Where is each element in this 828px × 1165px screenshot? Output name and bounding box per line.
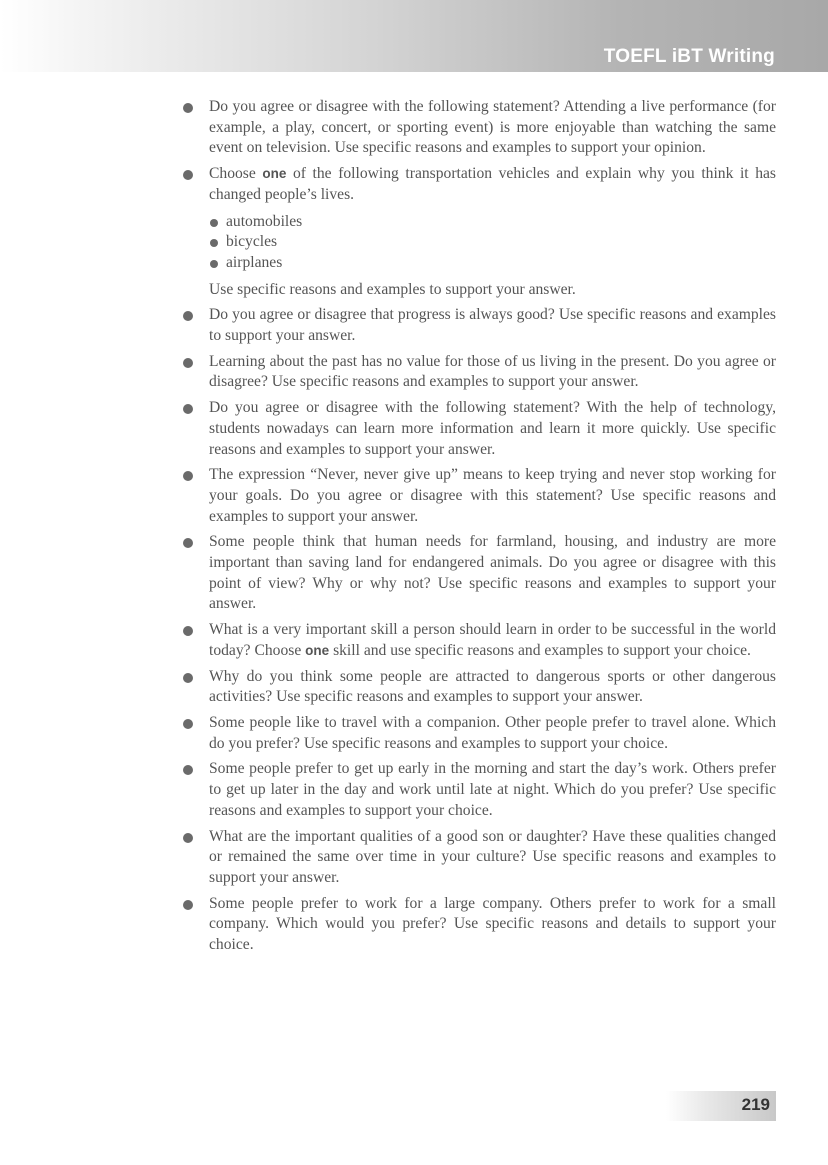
- emphasis-keyword: one: [305, 642, 330, 658]
- bullet-icon: [183, 358, 193, 368]
- prompt-text: Learning about the past has no value for those of us living in the present. Do you agree or disagree? Use specific reasons and examples to support your answer.: [209, 352, 776, 391]
- bullet-icon: [183, 833, 193, 843]
- sublist-item: [209, 232, 776, 253]
- bullet-icon: [183, 900, 193, 910]
- prompt-text: Some people prefer to get up early in the morning and start the day’s work. Others prefer to get up later in the day and work until late at night. Which do you prefer? Use specific reasons and examples to support your choice.: [209, 760, 776, 819]
- prompt-text: [209, 620, 776, 661]
- list-item: [180, 305, 776, 346]
- prompt-text: Some people like to travel with a companion. Other people prefer to travel alone. Which do you prefer? Use specific reasons and examples to support your choice.: [209, 713, 776, 752]
- list-item: [180, 667, 776, 708]
- prompt-text: Do you agree or disagree that progress is always good? Use specific reasons and examples to support your answer.: [209, 306, 776, 345]
- vehicle-sublist: [209, 212, 776, 274]
- header-title: TOEFL iBT Writing: [603, 46, 775, 67]
- bullet-icon: [210, 260, 218, 268]
- bullet-icon: [183, 719, 193, 729]
- sublist-item: [209, 212, 776, 233]
- list-item: [180, 827, 776, 889]
- prompt-text: Some people prefer to work for a large company. Others prefer to work for a small company. Which would you prefer? Use specific reasons and details to support your choice.: [209, 894, 776, 954]
- bullet-icon: [183, 538, 193, 548]
- prompt-list: [180, 97, 776, 961]
- followup-text: Use specific reasons and examples to support your answer.: [209, 280, 576, 298]
- prompt-text-before: What is a very important skill a person should learn in order to be successful in the world today? Choose: [209, 621, 776, 659]
- prompt-text: Some people think that human needs for farmland, housing, and industry are more important than saving land for endangered animals. Do you agree or disagree with this point of view? Why or why not? Use specific reasons and examples to support your answer.: [209, 533, 776, 613]
- prompt-text-before: Choose: [209, 165, 263, 183]
- prompt-text: Do you agree or disagree with the following statement? With the help of technology, students nowadays can learn more information and learn it more quickly. Use specific reasons and examples to support your answer.: [209, 399, 776, 458]
- bullet-icon: [183, 103, 193, 113]
- bullet-icon: [210, 239, 218, 247]
- header-band: [0, 0, 828, 72]
- bullet-icon: [183, 765, 193, 775]
- sublist-item: [209, 253, 776, 274]
- bullet-icon: [183, 404, 193, 414]
- prompt-text: [209, 164, 776, 205]
- list-item: [180, 465, 776, 527]
- list-item: [180, 398, 776, 460]
- list-item: [180, 352, 776, 393]
- list-item: [180, 532, 776, 615]
- sublist-item-label: automobiles: [226, 212, 303, 230]
- bullet-icon: [183, 311, 193, 321]
- list-item: [180, 620, 776, 661]
- prompt-text-after: skill and use specific reasons and examples to support your choice.: [329, 641, 751, 659]
- bullet-icon: [183, 673, 193, 683]
- list-item: [180, 894, 776, 956]
- page-number: 219: [741, 1095, 770, 1114]
- bullet-icon: [210, 219, 218, 227]
- footer-band: [666, 1091, 776, 1121]
- list-item: [180, 713, 776, 754]
- bullet-icon: [183, 626, 193, 636]
- emphasis-keyword: one: [262, 166, 287, 182]
- prompt-text: Do you agree or disagree with the following statement? Attending a live performance (for example, a play, concert, or sporting event) is more enjoyable than watching the same event on television. Use specific reasons and examples to support your opinion.: [209, 98, 776, 157]
- list-item: [180, 97, 776, 159]
- bullet-icon: [183, 471, 193, 481]
- list-item: [180, 164, 776, 300]
- sublist-item-label: airplanes: [226, 253, 283, 271]
- prompt-text: The expression “Never, never give up” means to keep trying and never stop working for your goals. Do you agree or disagree with this statement? Use specific reasons and examples to support your answer.: [209, 466, 776, 525]
- prompt-text: Why do you think some people are attracted to dangerous sports or other dangerous activities? Use specific reasons and examples to support your answer.: [209, 667, 776, 706]
- bullet-icon: [183, 170, 193, 180]
- sublist-item-label: bicycles: [226, 233, 278, 251]
- prompt-text-after: of the following transportation vehicles and explain why you think it has changed people’s lives.: [209, 165, 776, 203]
- list-item: [180, 759, 776, 821]
- prompt-text: What are the important qualities of a good son or daughter? Have these qualities changed or remained the same over time in your culture? Use specific reasons and examples to support your answer.: [209, 827, 776, 886]
